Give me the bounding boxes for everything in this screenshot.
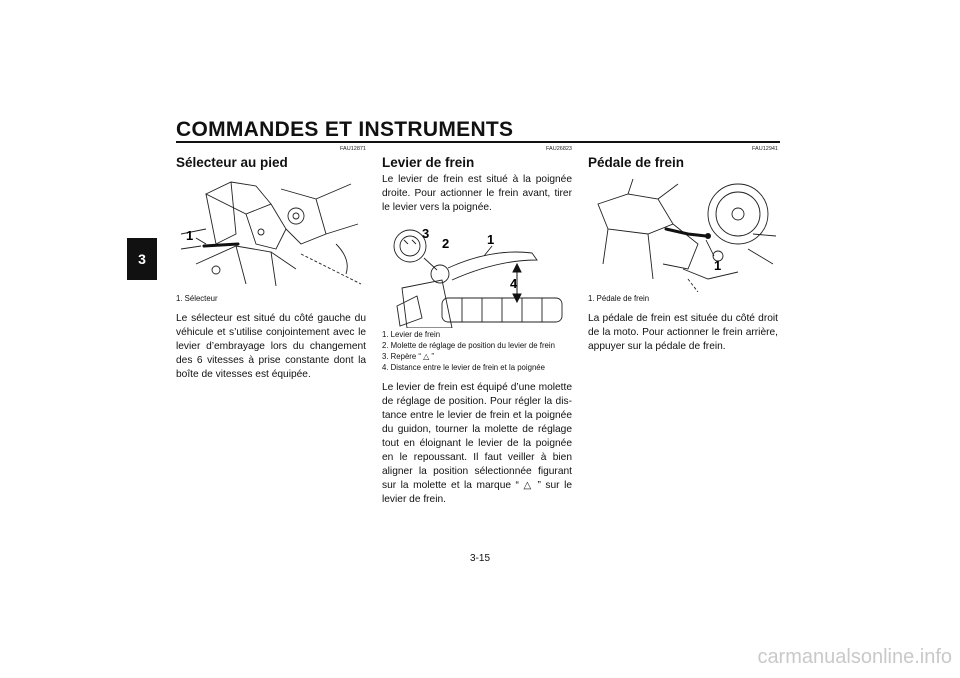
callout-1: 1 xyxy=(487,232,495,247)
column-shift-pedal xyxy=(176,145,366,382)
section-heading: Pédale de frein xyxy=(588,155,685,170)
section-heading: Sélecteur au pied xyxy=(176,155,288,170)
brake-lever-illustration xyxy=(382,218,572,328)
section-code: FAU26823 xyxy=(546,146,572,152)
page-number: 3-15 xyxy=(469,553,490,564)
caption-item: 1. Sélecteur xyxy=(176,294,218,303)
body-paragraph: Le sélecteur est situé du côté gauche du véhicule et s’utilise conjointement avec le levier d’embrayage lors du changement des 6 vitesses à prise constante dont la boîte de vitesses est équipée. xyxy=(176,313,366,380)
caption-list xyxy=(382,330,572,373)
callout-1: 1 xyxy=(714,258,722,273)
caption-item: 2. Molette de réglage de position du levier de frein xyxy=(382,341,555,350)
callout-3: 3 xyxy=(422,226,430,241)
intro-paragraph: Le levier de frein est situé à la poignée droite. Pour actionner le frein avant, tirer le levier vers la poignée. xyxy=(382,174,572,213)
column-brake-lever xyxy=(382,145,572,507)
callout-1: 1 xyxy=(186,228,194,243)
caption-item: 3. Repère “ △ ” xyxy=(382,352,434,361)
section-heading: Levier de frein xyxy=(382,155,475,170)
shift-pedal-illustration xyxy=(176,174,366,292)
section-code: FAU12941 xyxy=(752,146,778,152)
chapter-tab: 3 xyxy=(127,238,157,280)
caption-list xyxy=(176,294,366,304)
watermark: carmanualsonline.info xyxy=(757,646,952,668)
title-rule xyxy=(176,141,780,143)
page-title: COMMANDES ET INSTRUMENTS xyxy=(176,118,514,141)
caption-item: 1. Levier de frein xyxy=(382,330,441,339)
brake-pedal-illustration xyxy=(588,174,778,292)
caption-list xyxy=(588,294,778,304)
caption-item: 1. Pédale de frein xyxy=(588,294,650,303)
callout-4: 4 xyxy=(510,276,518,291)
caption-item: 4. Distance entre le levier de frein et la poignée xyxy=(382,363,545,372)
body-paragraph: La pédale de frein est située du côté droit de la moto. Pour actionner le frein arrière, appuyer sur la pédale de frein. xyxy=(588,313,778,352)
column-brake-pedal xyxy=(588,145,778,354)
callout-2: 2 xyxy=(442,236,450,251)
body-paragraph: Le levier de frein est équipé d’une molette de réglage de position. Pour régler la distance entre le levier de frein et la poignée du guidon, tourner la molette de réglage tout en éloignant le levier de la poignée en le repoussant. Il faut veiller à bien aligner la position sélectionnée figurant sur la molette et la marque “ △ ” sur le levier de frein. xyxy=(382,382,572,505)
section-code: FAU12871 xyxy=(340,146,366,152)
